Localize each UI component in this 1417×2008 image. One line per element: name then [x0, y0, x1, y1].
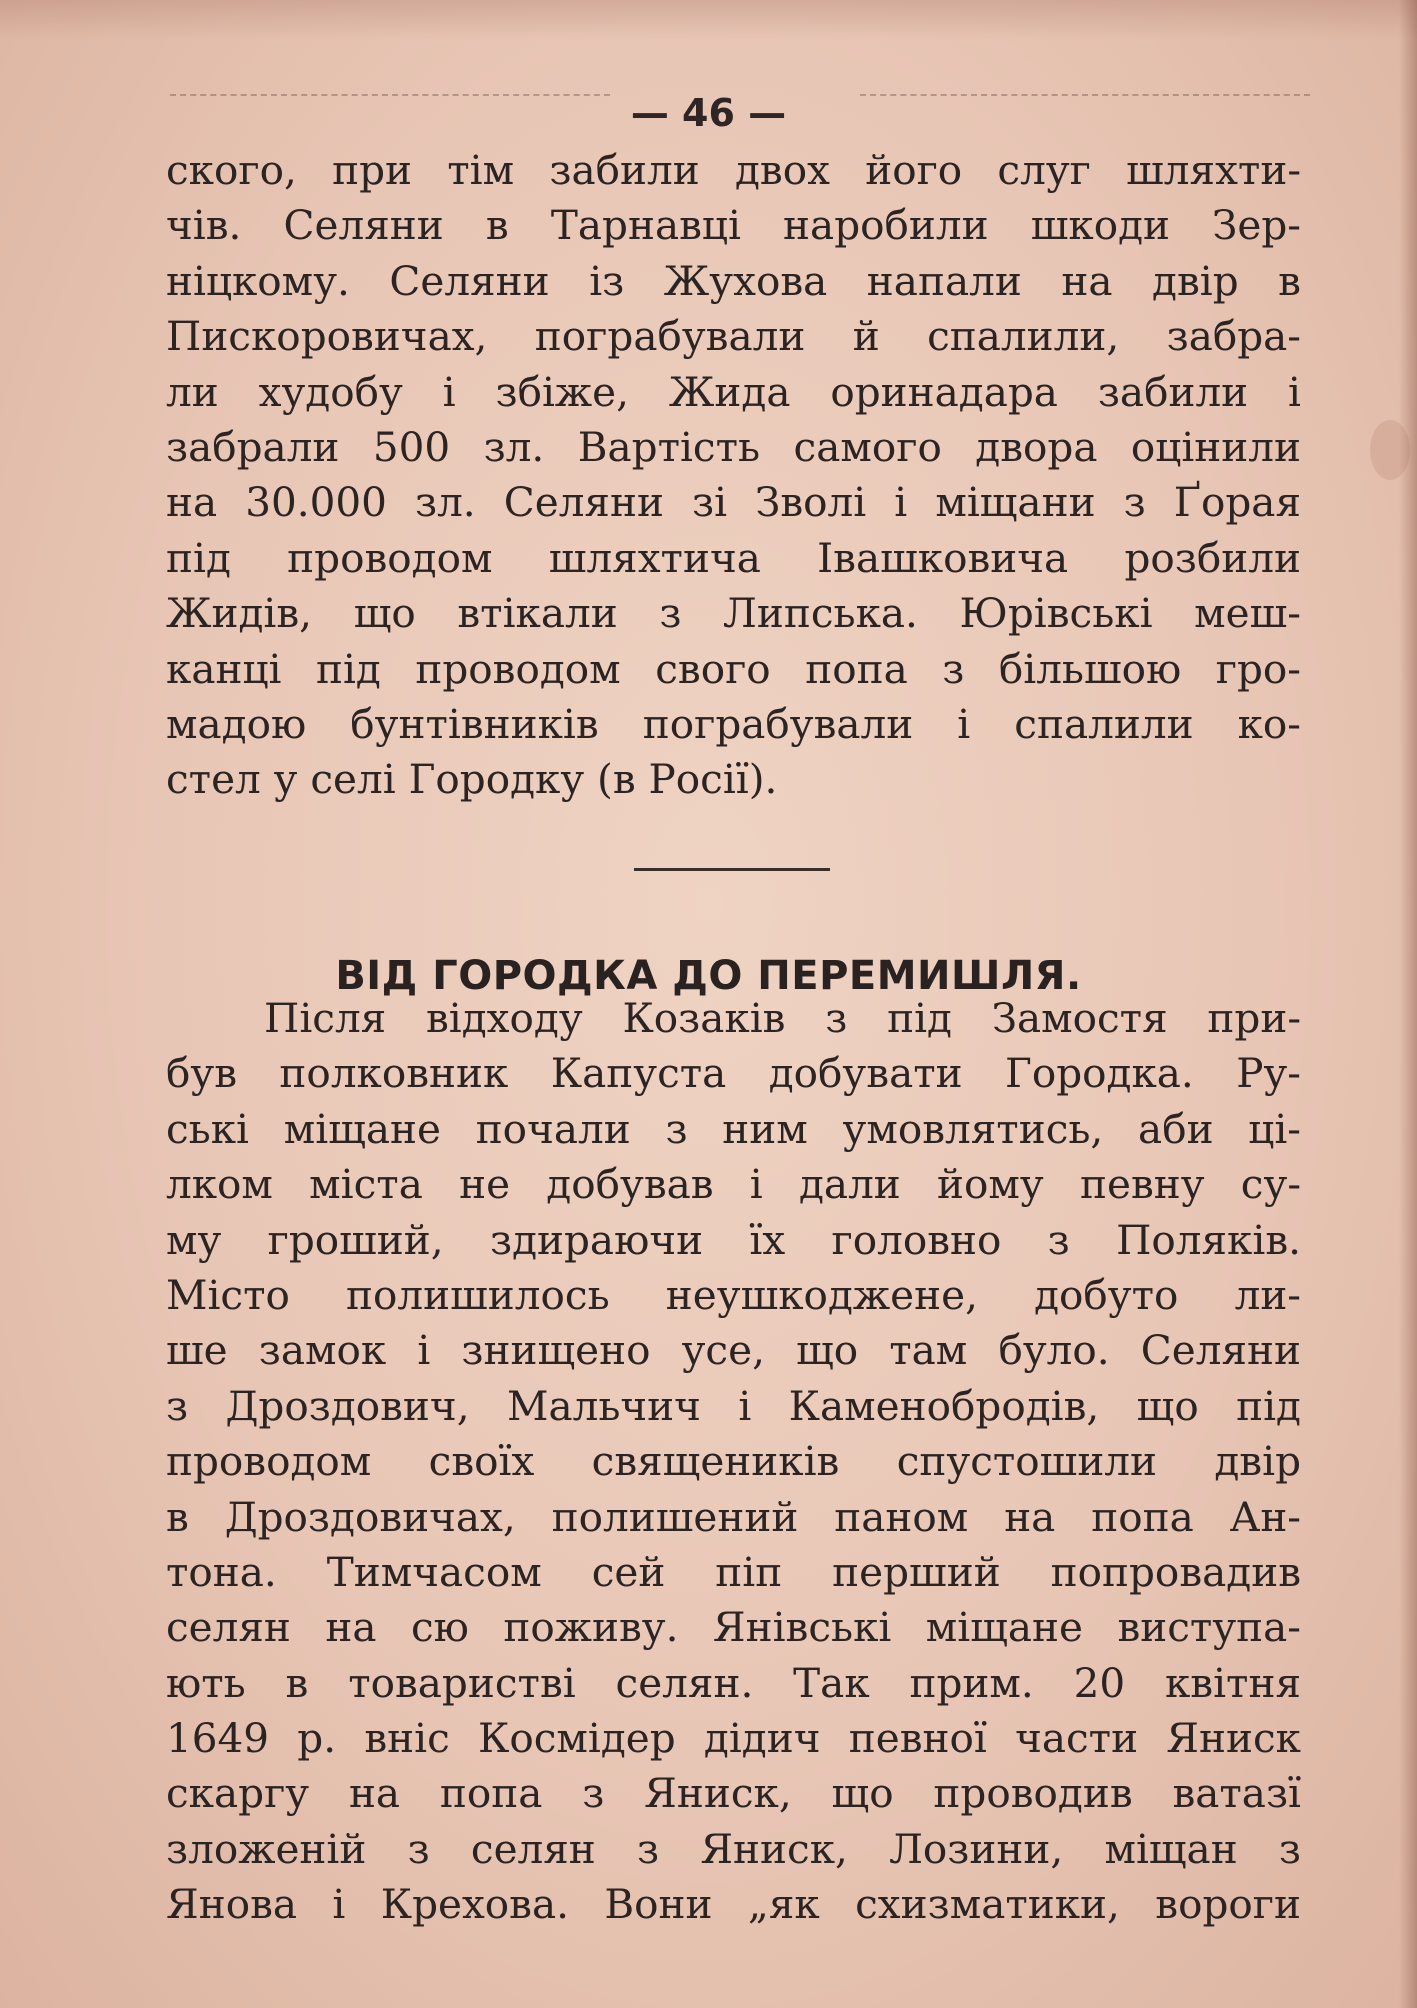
- text-line: Місто полишилось неушкоджене, добуто ли-: [166, 1270, 1301, 1319]
- text-line: ше замок і знищено усе, що там було. Селяни: [166, 1326, 1301, 1375]
- text-line: Після відходу Козаків з під Замостя при-: [264, 994, 1301, 1042]
- text-line: Пискоровичах, пограбували й спалили, забра-: [166, 312, 1301, 361]
- text-line: з Дроздович, Мальчич і Каменобродів, що під: [166, 1381, 1301, 1430]
- text-line: ского, при тім забили двох його слуг шляхти-: [166, 146, 1301, 194]
- text-line: ські міщане почали з ним умовлятись, аби ці-: [166, 1104, 1301, 1153]
- text-line: Янова і Крехова. Вони „як схизматики, вороги: [166, 1880, 1301, 1929]
- paragraph-continued: [166, 143, 1301, 808]
- page-shadow-top: [0, 0, 1417, 40]
- text-line: мадою бунтівників пограбували і спалили ко-: [166, 699, 1301, 748]
- section-divider: [634, 868, 830, 871]
- text-line: забрали 500 зл. Вартість самого двора оцінили: [166, 422, 1301, 471]
- text-line: був полковник Капуста добувати Городка. Ру-: [166, 1049, 1301, 1098]
- text-line: канці під проводом свого попа з більшою гро-: [166, 644, 1301, 693]
- section-heading: ВІД ГОРОДКА ДО ПЕРЕМИШЛЯ.: [335, 953, 1082, 999]
- text-line: на 30.000 зл. Селяни зі Зволі і міщани з Ґорая: [166, 478, 1301, 527]
- text-line: ли худобу і збіже, Жида оринадара забили і: [166, 367, 1301, 416]
- page-shadow-right: [1399, 0, 1417, 2008]
- text-line: скаргу на попа з Яниск, що проводив ватазї: [166, 1769, 1301, 1818]
- text-line: чів. Селяни в Тарнавці наробили шкоди Зер-: [166, 201, 1301, 250]
- text-line: під проводом шляхтича Івашковича розбили: [166, 533, 1301, 582]
- section-paragraph: [166, 991, 1301, 1933]
- text-line: ють в товаристві селян. Так прим. 20 квітня: [166, 1658, 1301, 1707]
- text-line: проводом своїх священиків спустошили двір: [166, 1437, 1301, 1486]
- text-line: селян на сю поживу. Янівські міщане виступа-: [166, 1603, 1301, 1652]
- text-line: зложеній з селян з Яниск, Лозини, міщан з: [166, 1824, 1301, 1873]
- text-line: стел у селі Городку (в Росії).: [166, 755, 778, 804]
- paper-stain: [1370, 420, 1410, 480]
- text-line: му гроший, здираючи їх головно з Поляків.: [166, 1215, 1301, 1264]
- text-line: в Дроздовичах, полишений паном на попа Ан-: [166, 1492, 1301, 1541]
- text-line: лком міста не добував і дали йому певну су-: [166, 1160, 1301, 1209]
- text-line: тона. Тимчасом сей піп перший попровадив: [166, 1547, 1301, 1596]
- text-line: Жидів, що втікали з Липська. Юрівські меш-: [166, 589, 1301, 638]
- page-number: — 46 —: [630, 91, 787, 135]
- text-line: 1649 р. вніс Космідер дідич певної части Яниск: [166, 1714, 1301, 1763]
- text-line: ніцкому. Селяни із Жухова напали на двір в: [166, 256, 1301, 305]
